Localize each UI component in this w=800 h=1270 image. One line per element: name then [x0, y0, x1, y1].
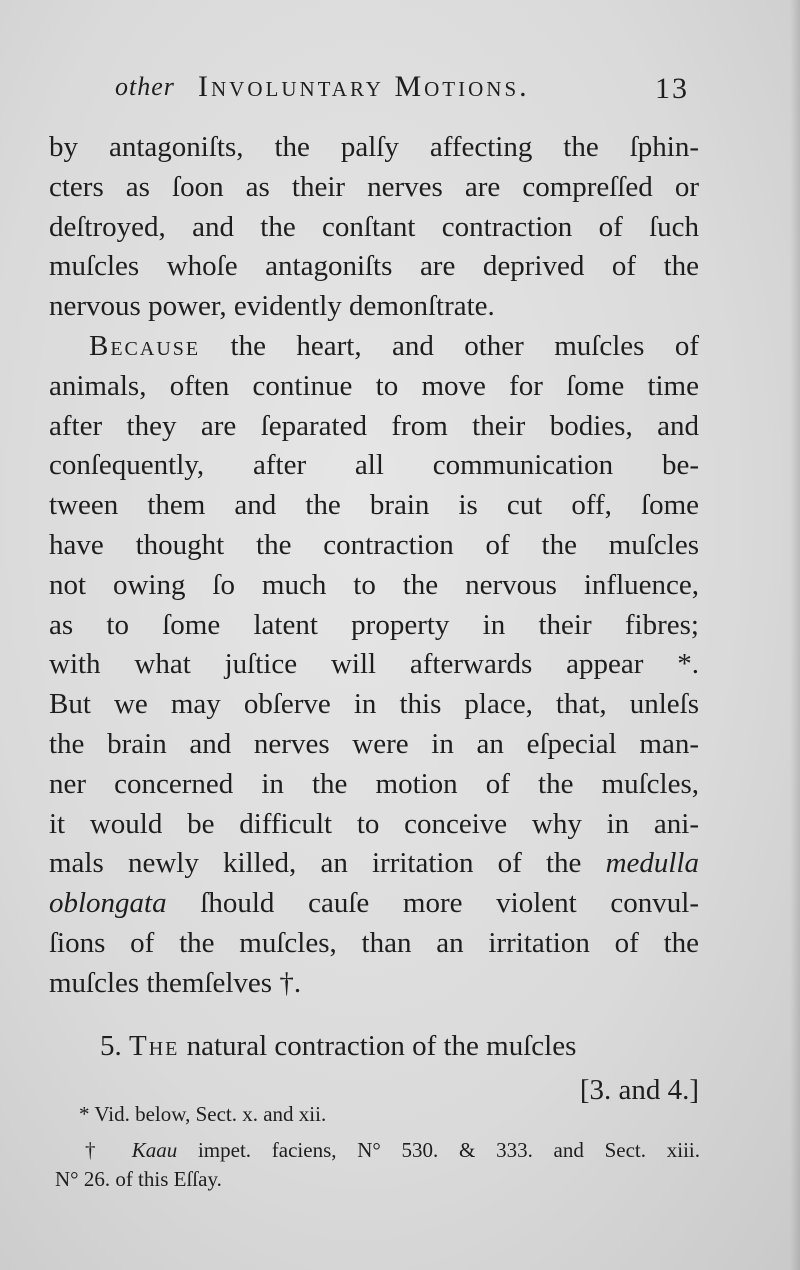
page-number: 13 [655, 72, 689, 105]
text-span: the heart, and other muſcles of [200, 329, 699, 362]
text-line: it would be difficult to conceive why in ani- [49, 807, 699, 840]
italic-term: medulla [605, 847, 699, 880]
body-text [49, 128, 699, 1004]
text-line: muſcles themſelves †. [49, 966, 302, 999]
text-line: with what juſtice will afterwards appear *. [49, 648, 699, 681]
text-line: ner concerned in the motion of the muſcles, [49, 767, 699, 800]
running-head [110, 70, 710, 110]
text-line: the brain and nerves were in an eſpecial man- [49, 727, 699, 760]
footnote-text: impet. faciens, N° 530. & 333. and Sect. xiii. [177, 1138, 700, 1162]
text-line: by antagoniſts, the palſy affecting the ſphin- [49, 131, 699, 163]
text-line: But we may obſerve in this place, that, unleſs [49, 688, 699, 721]
footnote: * Vid. below, Sect. x. and xii. [79, 1102, 327, 1126]
text-line: muſcles whoſe antagoniſts are deprived of the [49, 250, 699, 283]
section-text: natural contraction of the muſcles [179, 1030, 577, 1062]
text-line: have thought the contraction of the muſcles [49, 528, 699, 561]
section-number: 5. [100, 1030, 122, 1062]
text-span: ſhould cauſe more violent convul- [166, 887, 699, 920]
text-line: conſequently, after all communication be- [49, 449, 699, 482]
text-line: ſions of the muſcles, than an irritation of the [49, 926, 699, 959]
text-line: nervous power, evidently demonſtrate. [49, 290, 495, 323]
text-span: mals newly killed, an irritation of the [49, 847, 606, 880]
text-line [49, 884, 699, 924]
section-heading [100, 1030, 700, 1063]
paragraph-opening-line [49, 327, 699, 367]
text-line [49, 844, 699, 884]
text-line: not owing ſo much to the nervous influence, [49, 568, 699, 601]
text-line: deſtroyed, and the conſtant contraction of ſuch [49, 210, 699, 243]
footnote-mark: † [85, 1138, 132, 1162]
running-head-title: Involuntary Motions. [198, 70, 530, 103]
footnotes [55, 1100, 700, 1194]
page-edge-shadow [790, 0, 800, 1270]
section-lead-caps: The [129, 1030, 180, 1062]
text-line: tween them and the brain is cut off, ſome [49, 489, 699, 522]
text-line: animals, often continue to move for ſome time [49, 369, 699, 402]
footnote [55, 1136, 700, 1165]
paragraph-lead-caps: Because [89, 329, 201, 362]
footnote-author: Kaau [131, 1138, 178, 1162]
text-line: cters as ſoon as their nerves are compreſſed or [49, 170, 699, 203]
footnote-continuation: N° 26. of this Eſſay. [55, 1167, 222, 1191]
italic-term: oblongata [49, 887, 167, 920]
running-head-italic: other [115, 72, 175, 101]
text-line: after they are ſeparated from their bodies, and [49, 409, 699, 442]
catchword: [3. and 4.] [579, 1074, 699, 1106]
text-line: as to ſome latent property in their fibres; [49, 608, 699, 641]
